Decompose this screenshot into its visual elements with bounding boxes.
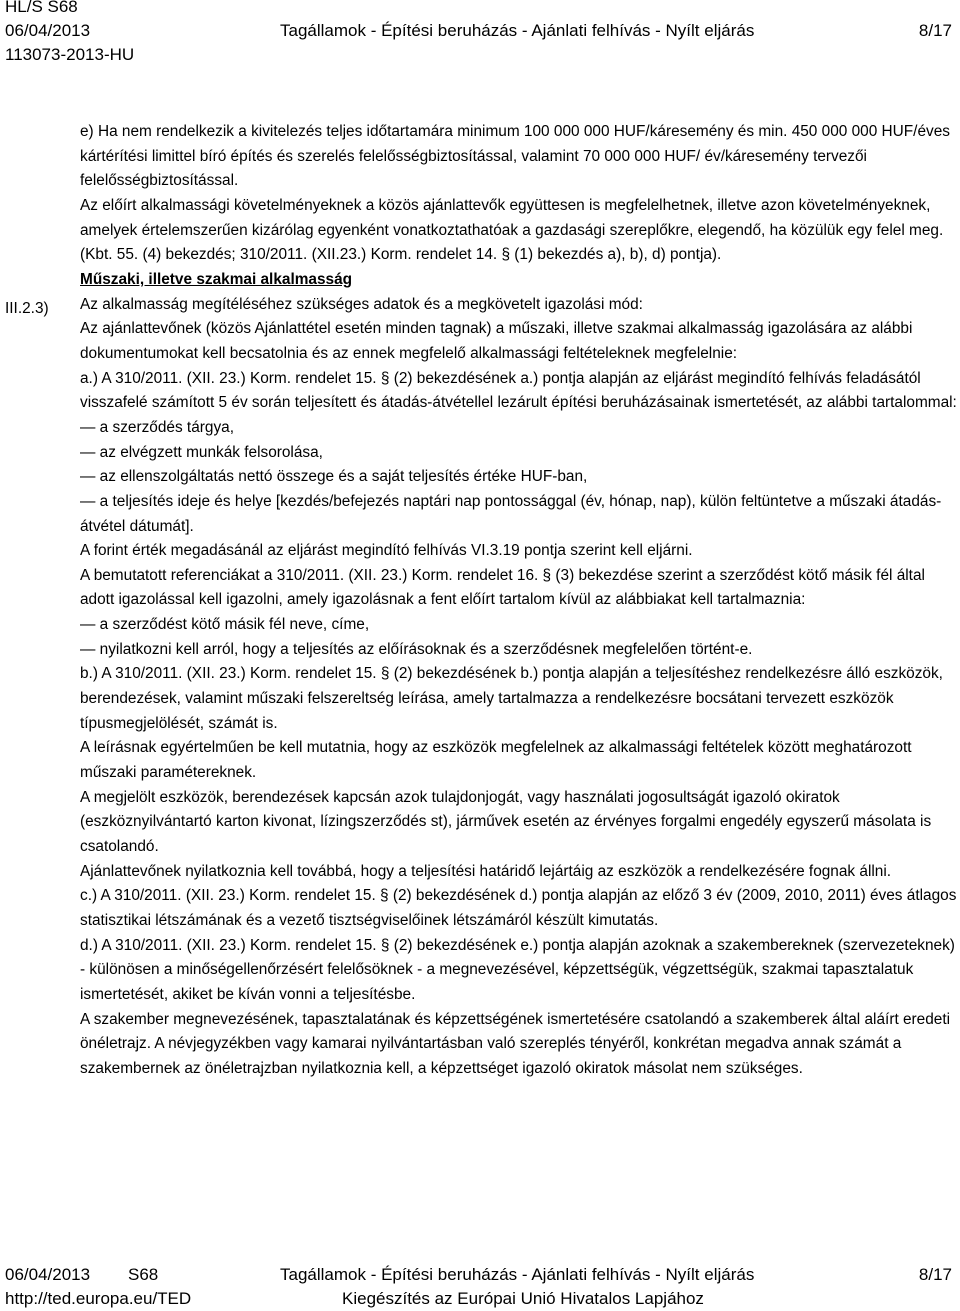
paragraph-intro: Az alkalmasság megítéléséhez szükséges adatok és a megkövetelt igazolási mód: bbox=[80, 295, 643, 313]
section-number: III.2.3) bbox=[5, 300, 49, 317]
document-body bbox=[80, 120, 958, 1082]
list-item: — az elvégzett munkák felsorolása, bbox=[80, 443, 323, 461]
paragraph-insurance: e) Ha nem rendelkezik a kivitelezés teljes időtartamára minimum 100 000 000 HUF/káresemény és min. 450 000 000 HUF/éves kártérítési limittel bíró építés és szerelés felelősségbiztosítással, valamint 70 000 000 HUF/ év/káresemény tervezői felelősségbiztosítással. bbox=[80, 123, 950, 190]
paragraph-currency: A forint érték megadásánál az eljárást megindító felhívás VI.3.19 pontja szerint kell eljárni. bbox=[80, 542, 693, 560]
paragraph-item-c: c.) A 310/2011. (XII. 23.) Korm. rendelet 15. § (2) bekezdésének d.) pontja alapján az előző 3 év (2009, 2010, 2011) éves átlagos statisztikai létszámának és a vezető tisztségviselőinek létszámáról készült kimutatás. bbox=[80, 887, 957, 929]
list-item: — nyilatkozni kell arról, hogy a teljesítés az előírásoknak és a szerződésnek megfelelően történt-e. bbox=[80, 640, 753, 658]
paragraph-item-a: a.) A 310/2011. (XII. 23.) Korm. rendelet 15. § (2) bekezdésének a.) pontja alapján az eljárást megindító felhívás feladásától visszafelé számított 5 év során teljesített és átadás-átvétellel lezárult építési beruházásainak ismertetését, az alábbi tartalommal: bbox=[80, 369, 957, 412]
header-doc-id: 113073-2013-HU bbox=[5, 45, 135, 64]
paragraph-item-b: b.) A 310/2011. (XII. 23.) Korm. rendelet 15. § (2) bekezdésének b.) pontja alapján a teljesítéshez rendelkezésre álló eszközök, berendezések, valamint műszaki felszereltség leírása, amely tartalmazza a rendelkezésre bocsátani tervezett eszközök típusmegjelölését, számát is. bbox=[80, 665, 943, 732]
section-heading: Műszaki, illetve szakmai alkalmasság bbox=[80, 270, 353, 288]
paragraph-experts: A szakember megnevezésének, tapasztalatának és képzettségének ismertetésére csatolandó a szakemberek által aláírt eredeti önéletrajz. A névjegyzékben vagy kamarai nyilvántartásban való szereplés tényéről, konkrétan megadva annak számát a szakembernek az önéletrajzban nyilatkoznia kell, a képzettséget igazoló okiratok másolat nem szükséges. bbox=[80, 1010, 951, 1077]
list-item: — a szerződést kötő másik fél neve, címe, bbox=[80, 616, 370, 634]
footer-date: 06/04/2013 bbox=[5, 1265, 91, 1284]
paragraph-joint-bidders: Az előírt alkalmassági követelményeknek a közös ajánlattevők együttesen is megfelelhetnek, illetve azon követelményeknek, amelyek értelemszerűen kizárólag egyenként vonatkoztathatóak a gazdasági szereplőkre, elegendő, ha közülük egy felel meg. (Kbt. 55. (4) bekezdés; 310/2011. (XII.23.) Korm. rendelet 14. § (1) bekezdés a), b), d) pontja). bbox=[80, 196, 944, 264]
footer-title: Tagállamok - Építési beruházás - Ajánlati felhívás - Nyílt eljárás bbox=[280, 1265, 755, 1284]
paragraph-description: A leírásnak egyértelműen be kell mutatnia, hogy az eszközök megfelelnek az alkalmassági feltételek között meghatározott műszaki paramétereknek. bbox=[80, 739, 912, 782]
paragraph-ownership: A megjelölt eszközök, berendezések kapcsán azok tulajdonjogát, vagy használati jogosultságát igazoló okiratok (eszköznyilvántartó karton kivonat, lízingszerződés st), járművek esetén az érvényes forgalmi engedély egyszerű másolata is csatolandó. bbox=[80, 788, 932, 856]
header-page-number: 8/17 bbox=[918, 21, 952, 40]
header-series: HL/S S68 bbox=[5, 0, 78, 16]
list-item: — az ellenszolgáltatás nettó összege és a saját teljesítés értéke HUF-ban, bbox=[80, 468, 588, 486]
page-header bbox=[0, 0, 960, 70]
paragraph-item-d: d.) A 310/2011. (XII. 23.) Korm. rendelet 15. § (2) bekezdésének e.) pontja alapján azoknak a szakembereknek (szervezeteknek) - különösen a minőségellenőrzésért felelősöknek - a megnevezésével, képzettségük, végzettségük, szakmai tapasztalatuk ismertetését, akiket be kíván vonni a teljesítésbe. bbox=[80, 936, 955, 1003]
footer-url[interactable]: http://ted.europa.eu/TED bbox=[5, 1289, 192, 1308]
header-title: Tagállamok - Építési beruházás - Ajánlati felhívás - Nyílt eljárás bbox=[280, 21, 755, 40]
paragraph-references: A bemutatott referenciákat a 310/2011. (XII. 23.) Korm. rendelet 16. § (3) bekezdése szerint a szerződést kötő másik fél által adott igazolással kell igazolni, amely igazolásnak a fent előírt tartalom kívül az alábbiakat kell tartalmaznia: bbox=[80, 566, 925, 609]
paragraph-declaration: Ajánlattevőnek nyilatkoznia kell továbbá, hogy a teljesítési határidő lejártáig az eszközök a rendelkezésére fognak állni. bbox=[80, 862, 892, 880]
footer-series: S68 bbox=[128, 1265, 159, 1284]
list-item: — a szerződés tárgya, bbox=[80, 418, 234, 436]
page-footer bbox=[0, 1262, 960, 1311]
footer-subtitle: Kiegészítés az Európai Unió Hivatalos Lapjához bbox=[342, 1289, 704, 1308]
header-date: 06/04/2013 bbox=[5, 21, 91, 40]
footer-page-number: 8/17 bbox=[918, 1265, 952, 1284]
paragraph-requirements: Az ajánlattevőnek (közös Ajánlattétel esetén minden tagnak) a műszaki, illetve szakmai alkalmasság igazolására az alábbi dokumentumokat kell becsatolnia és az ennek megfelelő alkalmassági feltételeknek megfelelnie: bbox=[80, 320, 913, 362]
list-item: — a teljesítés ideje és helye [kezdés/befejezés naptári nap pontossággal (év, hónap, nap), külön feltüntetve a műszaki átadás-átvétel dátumát]. bbox=[80, 492, 942, 535]
